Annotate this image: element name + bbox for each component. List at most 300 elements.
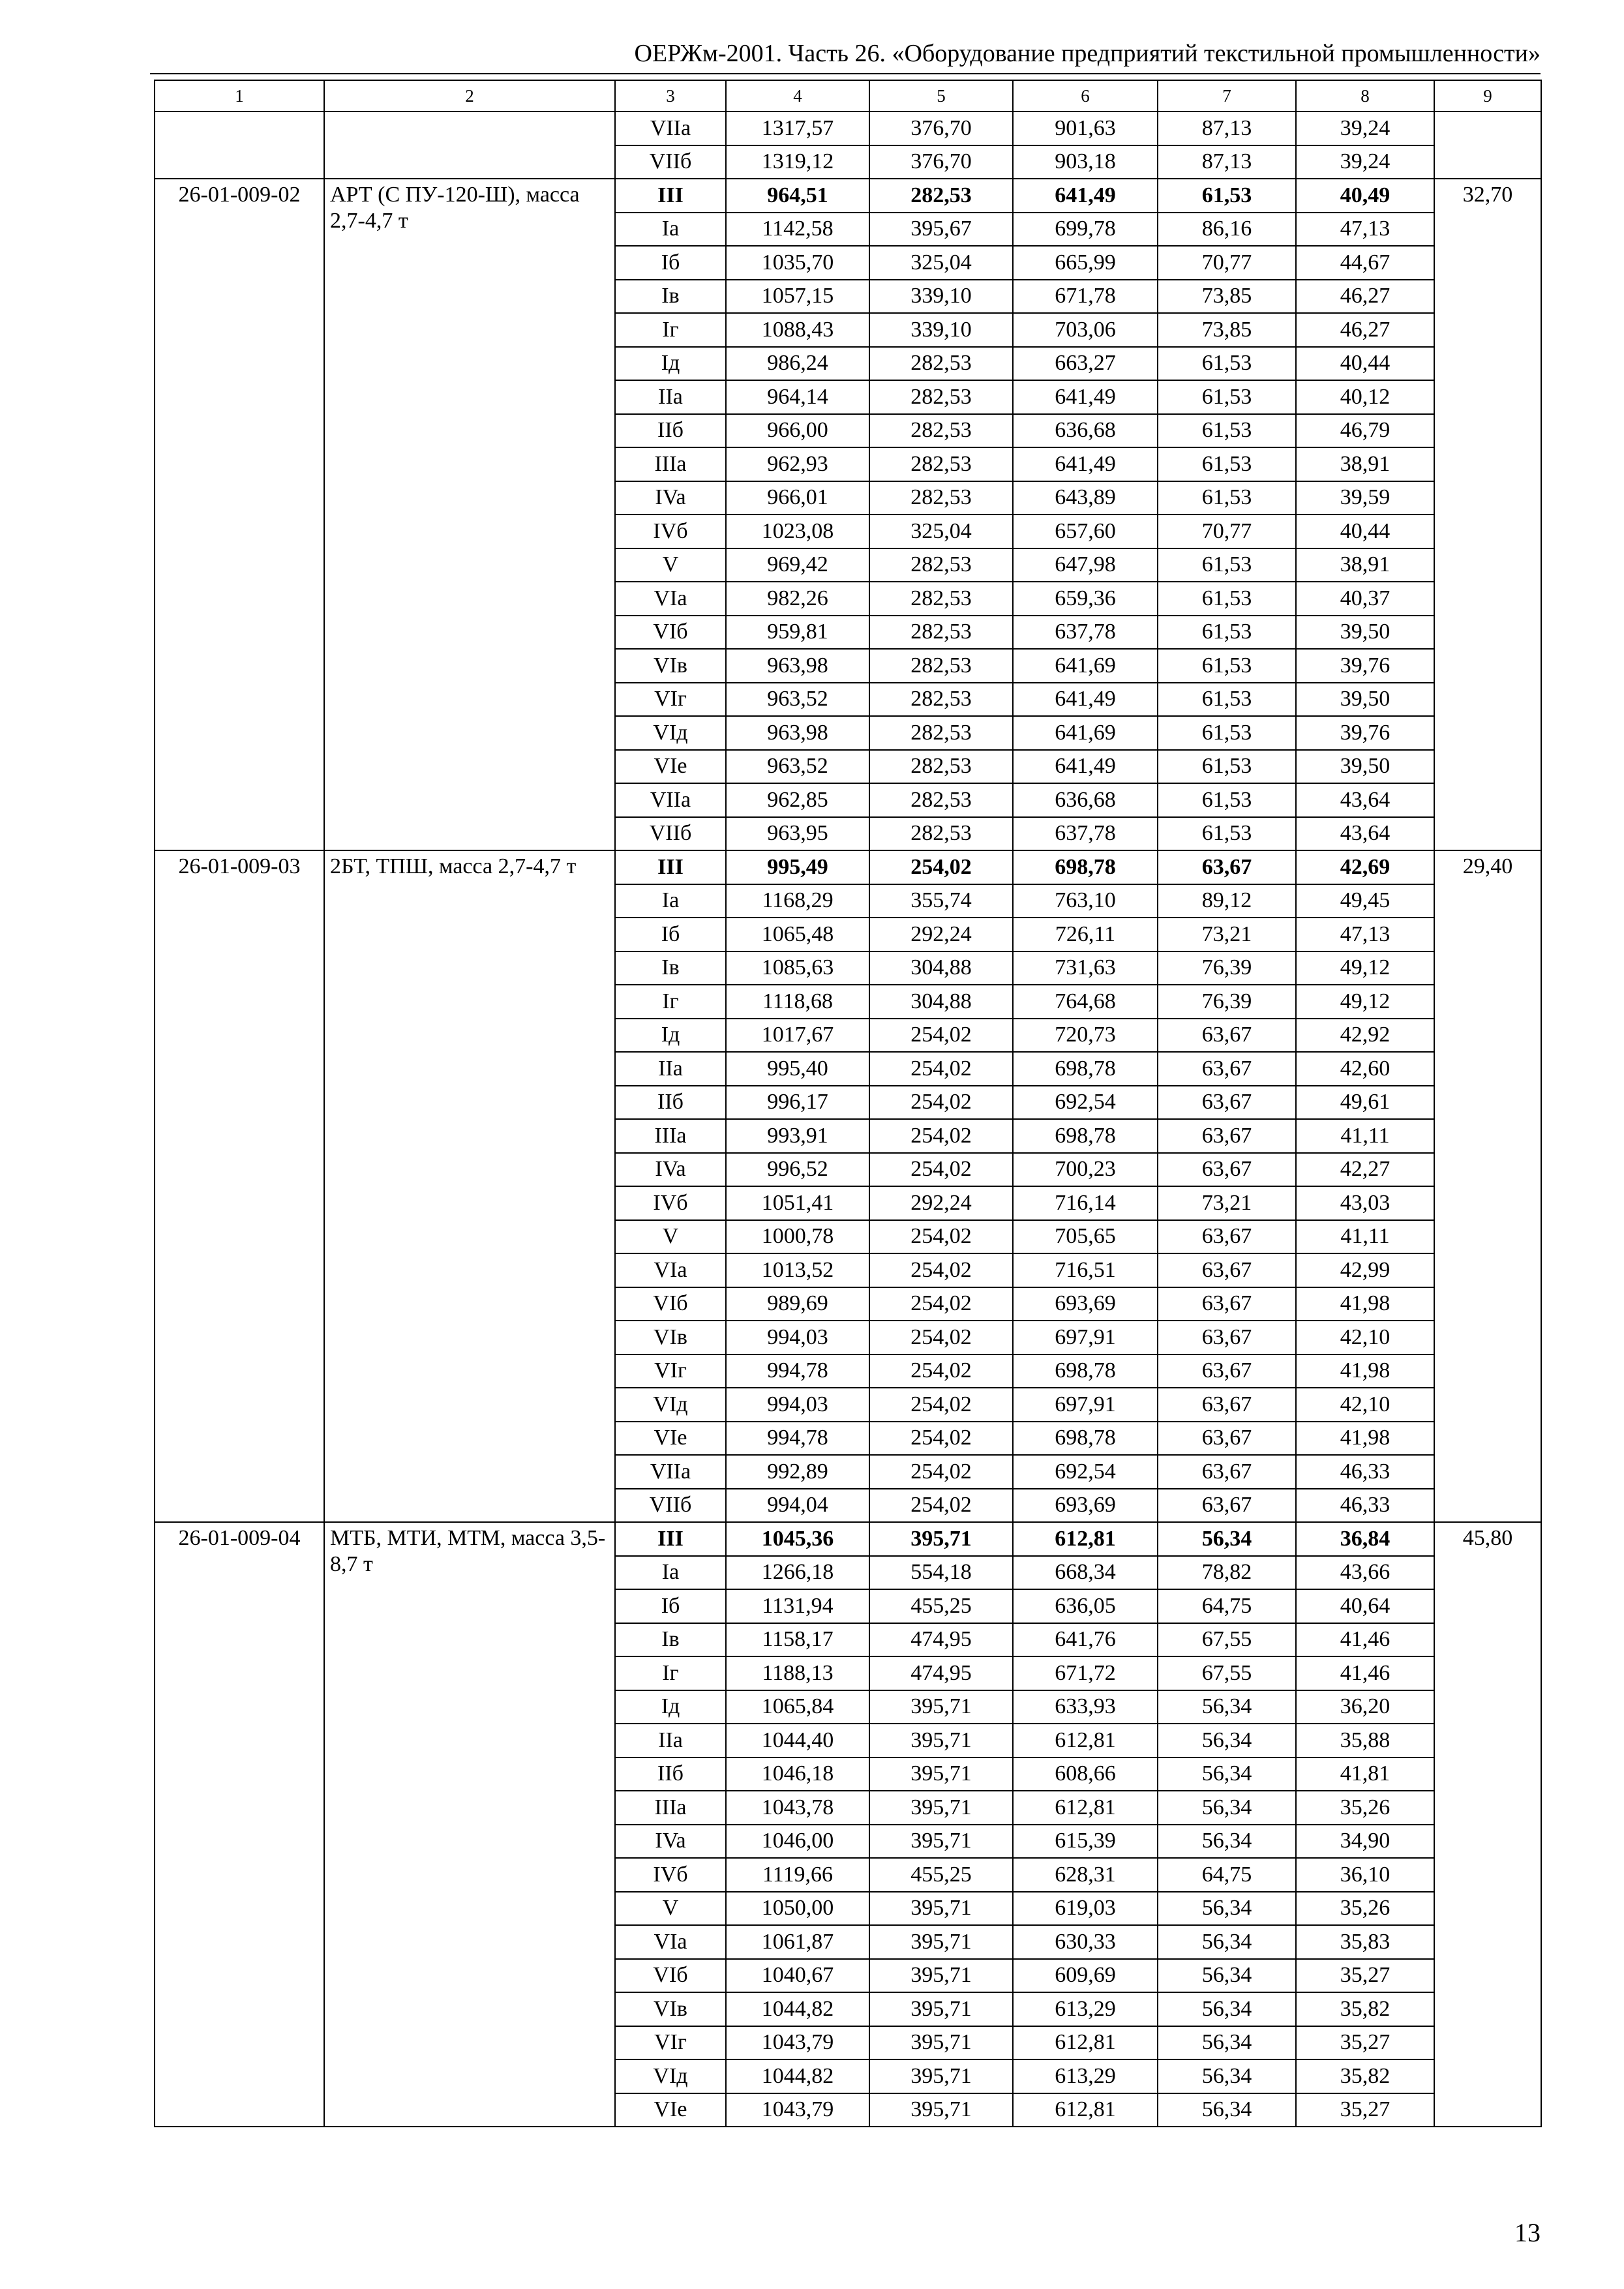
column-number: 3 [615, 80, 726, 112]
machine-cost: 698,78 [1013, 1119, 1158, 1153]
materials-cost: 35,26 [1296, 1892, 1434, 1926]
total-cost: 1043,79 [726, 2026, 869, 2060]
labor-cost: 395,71 [869, 2059, 1013, 2093]
regime-code: Iб [615, 918, 726, 951]
labor-cost: 282,53 [869, 683, 1013, 717]
regime-code: Iб [615, 246, 726, 280]
regime-code: VIг [615, 683, 726, 717]
materials-cost: 39,76 [1296, 649, 1434, 683]
machine-cost: 698,78 [1013, 1422, 1158, 1456]
regime-code: IIIa [615, 1791, 726, 1825]
regime-code: III [615, 850, 726, 884]
operator-wage: 56,34 [1158, 1724, 1296, 1758]
labor-cost: 339,10 [869, 280, 1013, 314]
materials-cost: 49,12 [1296, 985, 1434, 1019]
machine-cost: 726,11 [1013, 918, 1158, 951]
column-number: 5 [869, 80, 1013, 112]
regime-code: VIIa [615, 112, 726, 145]
operator-wage: 61,53 [1158, 783, 1296, 817]
regime-code: VIIб [615, 1489, 726, 1523]
operator-wage: 86,16 [1158, 213, 1296, 247]
operator-wage: 61,53 [1158, 649, 1296, 683]
materials-cost: 34,90 [1296, 1825, 1434, 1859]
labor-cost: 455,25 [869, 1858, 1013, 1892]
materials-cost: 43,64 [1296, 783, 1434, 817]
materials-cost: 41,81 [1296, 1758, 1434, 1791]
machine-cost: 903,18 [1013, 145, 1158, 179]
machine-cost: 641,76 [1013, 1623, 1158, 1657]
regime-code: Ia [615, 213, 726, 247]
labor-cost: 395,71 [869, 2026, 1013, 2060]
total-cost: 1317,57 [726, 112, 869, 145]
regime-code: IIIa [615, 1119, 726, 1153]
total-cost: 996,17 [726, 1086, 869, 1120]
labor-cost: 474,95 [869, 1623, 1013, 1657]
materials-cost: 42,27 [1296, 1153, 1434, 1187]
equipment-description-cell [324, 112, 615, 179]
total-cost: 1319,12 [726, 145, 869, 179]
total-cost: 1266,18 [726, 1556, 869, 1590]
total-cost: 1188,13 [726, 1656, 869, 1690]
regime-code: Iд [615, 1690, 726, 1724]
machine-cost: 613,29 [1013, 1992, 1158, 2026]
materials-cost: 35,88 [1296, 1724, 1434, 1758]
labor-cost: 282,53 [869, 783, 1013, 817]
materials-cost: 42,92 [1296, 1019, 1434, 1053]
total-cost: 1065,48 [726, 918, 869, 951]
materials-cost: 38,91 [1296, 548, 1434, 582]
total-cost: 1131,94 [726, 1589, 869, 1623]
operator-wage: 63,67 [1158, 1321, 1296, 1354]
regime-code: Iд [615, 347, 726, 381]
labor-cost: 282,53 [869, 447, 1013, 481]
regime-code: IVб [615, 1858, 726, 1892]
labor-cost: 282,53 [869, 481, 1013, 515]
total-cost: 1050,00 [726, 1892, 869, 1926]
regime-code: VIд [615, 1388, 726, 1422]
total-cost: 1051,41 [726, 1186, 869, 1220]
operator-wage: 56,34 [1158, 1992, 1296, 2026]
labor-cost: 395,71 [869, 1825, 1013, 1859]
labor-cost: 395,71 [869, 1959, 1013, 1993]
column-number: 6 [1013, 80, 1158, 112]
machine-cost: 641,49 [1013, 179, 1158, 213]
total-cost: 1045,36 [726, 1522, 869, 1556]
regime-code: III [615, 179, 726, 213]
machine-cost: 612,81 [1013, 2093, 1158, 2127]
labor-cost: 254,02 [869, 1052, 1013, 1086]
labor-hours: 29,40 [1434, 850, 1541, 1522]
labor-cost: 395,71 [869, 1690, 1013, 1724]
operator-wage: 61,53 [1158, 548, 1296, 582]
rate-code: 26-01-009-02 [155, 179, 324, 850]
materials-cost: 35,82 [1296, 2059, 1434, 2093]
materials-cost: 41,11 [1296, 1119, 1434, 1153]
machine-cost: 612,81 [1013, 1791, 1158, 1825]
operator-wage: 87,13 [1158, 112, 1296, 145]
total-cost: 966,01 [726, 481, 869, 515]
materials-cost: 40,12 [1296, 380, 1434, 414]
regime-code: IIa [615, 380, 726, 414]
equipment-description: 2БТ, ТПШ, масса 2,7-4,7 т [324, 850, 615, 1522]
regime-code: IVa [615, 1153, 726, 1187]
materials-cost: 42,10 [1296, 1388, 1434, 1422]
labor-cost: 395,71 [869, 1522, 1013, 1556]
regime-code: VIд [615, 2059, 726, 2093]
machine-cost: 636,68 [1013, 414, 1158, 448]
regime-code: IIб [615, 1086, 726, 1120]
operator-wage: 61,53 [1158, 447, 1296, 481]
machine-cost: 698,78 [1013, 1354, 1158, 1388]
operator-wage: 63,67 [1158, 1052, 1296, 1086]
operator-wage: 61,53 [1158, 750, 1296, 784]
regime-code: Iг [615, 1656, 726, 1690]
total-cost: 963,95 [726, 817, 869, 851]
machine-cost: 637,78 [1013, 817, 1158, 851]
materials-cost: 41,46 [1296, 1656, 1434, 1690]
total-cost: 994,78 [726, 1354, 869, 1388]
total-cost: 1044,82 [726, 2059, 869, 2093]
regime-code: VIв [615, 1992, 726, 2026]
machine-cost: 699,78 [1013, 213, 1158, 247]
materials-cost: 39,24 [1296, 145, 1434, 179]
machine-cost: 697,91 [1013, 1321, 1158, 1354]
machine-cost: 643,89 [1013, 481, 1158, 515]
total-cost: 1043,79 [726, 2093, 869, 2127]
labor-cost: 282,53 [869, 414, 1013, 448]
machine-cost: 692,54 [1013, 1086, 1158, 1120]
labor-cost: 304,88 [869, 985, 1013, 1019]
total-cost: 1046,18 [726, 1758, 869, 1791]
total-cost: 1013,52 [726, 1253, 869, 1287]
labor-cost: 282,53 [869, 548, 1013, 582]
machine-cost: 700,23 [1013, 1153, 1158, 1187]
machine-cost: 641,49 [1013, 750, 1158, 784]
total-cost: 1142,58 [726, 213, 869, 247]
operator-wage: 64,75 [1158, 1589, 1296, 1623]
operator-wage: 61,53 [1158, 380, 1296, 414]
operator-wage: 56,34 [1158, 1758, 1296, 1791]
column-number-row [155, 80, 1541, 112]
machine-cost: 698,78 [1013, 1052, 1158, 1086]
machine-cost: 697,91 [1013, 1388, 1158, 1422]
regime-code: VIб [615, 1287, 726, 1321]
total-cost: 994,04 [726, 1489, 869, 1523]
machine-cost: 647,98 [1013, 548, 1158, 582]
operator-wage: 73,85 [1158, 280, 1296, 314]
materials-cost: 35,83 [1296, 1925, 1434, 1959]
machine-cost: 641,69 [1013, 649, 1158, 683]
machine-cost: 665,99 [1013, 246, 1158, 280]
operator-wage: 63,67 [1158, 1354, 1296, 1388]
machine-cost: 659,36 [1013, 582, 1158, 616]
labor-cost: 395,71 [869, 1791, 1013, 1825]
machine-cost: 763,10 [1013, 884, 1158, 918]
total-cost: 1035,70 [726, 246, 869, 280]
total-cost: 995,40 [726, 1052, 869, 1086]
materials-cost: 46,33 [1296, 1455, 1434, 1489]
regime-code: IIб [615, 1758, 726, 1791]
regime-code: VIe [615, 750, 726, 784]
operator-wage: 61,53 [1158, 817, 1296, 851]
labor-cost: 395,71 [869, 1892, 1013, 1926]
machine-cost: 636,05 [1013, 1589, 1158, 1623]
operator-wage: 63,67 [1158, 1489, 1296, 1523]
total-cost: 1118,68 [726, 985, 869, 1019]
rate-code-cell [155, 112, 324, 179]
operator-wage: 64,75 [1158, 1858, 1296, 1892]
machine-cost: 641,49 [1013, 447, 1158, 481]
materials-cost: 35,82 [1296, 1992, 1434, 2026]
labor-cost: 395,67 [869, 213, 1013, 247]
regime-code: VIIб [615, 817, 726, 851]
materials-cost: 41,98 [1296, 1287, 1434, 1321]
regime-code: Iд [615, 1019, 726, 1053]
operator-wage: 63,67 [1158, 1220, 1296, 1254]
total-cost: 1000,78 [726, 1220, 869, 1254]
materials-cost: 47,13 [1296, 918, 1434, 951]
total-cost: 1046,00 [726, 1825, 869, 1859]
operator-wage: 76,39 [1158, 985, 1296, 1019]
operator-wage: 56,34 [1158, 1690, 1296, 1724]
materials-cost: 41,46 [1296, 1623, 1434, 1657]
table-body [155, 80, 1541, 2127]
labor-cost: 254,02 [869, 1253, 1013, 1287]
total-cost: 1040,67 [726, 1959, 869, 1993]
column-number: 2 [324, 80, 615, 112]
labor-cost: 282,53 [869, 716, 1013, 750]
machine-cost: 641,49 [1013, 683, 1158, 717]
materials-cost: 38,91 [1296, 447, 1434, 481]
regime-code: IVa [615, 1825, 726, 1859]
table-row [155, 179, 1541, 213]
regime-code: VIв [615, 649, 726, 683]
total-cost: 966,00 [726, 414, 869, 448]
operator-wage: 61,53 [1158, 481, 1296, 515]
materials-cost: 43,03 [1296, 1186, 1434, 1220]
labor-cost: 254,02 [869, 1422, 1013, 1456]
materials-cost: 35,27 [1296, 2026, 1434, 2060]
regime-code: VIв [615, 1321, 726, 1354]
operator-wage: 63,67 [1158, 1019, 1296, 1053]
machine-cost: 693,69 [1013, 1287, 1158, 1321]
materials-cost: 42,10 [1296, 1321, 1434, 1354]
labor-cost: 355,74 [869, 884, 1013, 918]
machine-cost: 671,72 [1013, 1656, 1158, 1690]
regime-code: VIг [615, 2026, 726, 2060]
regime-code: Iг [615, 985, 726, 1019]
total-cost: 964,51 [726, 179, 869, 213]
operator-wage: 78,82 [1158, 1556, 1296, 1590]
total-cost: 1061,87 [726, 1925, 869, 1959]
machine-cost: 641,69 [1013, 716, 1158, 750]
regime-code: Iг [615, 313, 726, 347]
total-cost: 1044,82 [726, 1992, 869, 2026]
materials-cost: 39,50 [1296, 750, 1434, 784]
operator-wage: 63,67 [1158, 1119, 1296, 1153]
operator-wage: 67,55 [1158, 1656, 1296, 1690]
regime-code: IIб [615, 414, 726, 448]
labor-cost: 339,10 [869, 313, 1013, 347]
operator-wage: 70,77 [1158, 246, 1296, 280]
machine-cost: 628,31 [1013, 1858, 1158, 1892]
regime-code: VIIa [615, 783, 726, 817]
table-row [155, 112, 1541, 145]
materials-cost: 35,27 [1296, 2093, 1434, 2127]
labor-cost: 282,53 [869, 347, 1013, 381]
materials-cost: 42,99 [1296, 1253, 1434, 1287]
materials-cost: 43,66 [1296, 1556, 1434, 1590]
total-cost: 1119,66 [726, 1858, 869, 1892]
column-number: 1 [155, 80, 324, 112]
labor-cost: 325,04 [869, 246, 1013, 280]
labor-hours: 32,70 [1434, 179, 1541, 850]
regime-code: Iв [615, 951, 726, 985]
operator-wage: 70,77 [1158, 515, 1296, 548]
total-cost: 995,49 [726, 850, 869, 884]
labor-cost: 282,53 [869, 649, 1013, 683]
column-number: 9 [1434, 80, 1541, 112]
operator-wage: 61,53 [1158, 179, 1296, 213]
regime-code: IVб [615, 1186, 726, 1220]
total-cost: 963,98 [726, 649, 869, 683]
labor-hours-cell [1434, 112, 1541, 179]
materials-cost: 49,12 [1296, 951, 1434, 985]
materials-cost: 39,76 [1296, 716, 1434, 750]
labor-cost: 254,02 [869, 1354, 1013, 1388]
materials-cost: 46,27 [1296, 280, 1434, 314]
regime-code: Iб [615, 1589, 726, 1623]
materials-cost: 40,64 [1296, 1589, 1434, 1623]
total-cost: 1044,40 [726, 1724, 869, 1758]
labor-cost: 292,24 [869, 918, 1013, 951]
materials-cost: 46,33 [1296, 1489, 1434, 1523]
operator-wage: 61,53 [1158, 347, 1296, 381]
regime-code: VIг [615, 1354, 726, 1388]
materials-cost: 46,27 [1296, 313, 1434, 347]
machine-cost: 609,69 [1013, 1959, 1158, 1993]
operator-wage: 56,34 [1158, 1791, 1296, 1825]
machine-cost: 698,78 [1013, 850, 1158, 884]
operator-wage: 63,67 [1158, 1086, 1296, 1120]
labor-cost: 254,02 [869, 1455, 1013, 1489]
operator-wage: 56,34 [1158, 1892, 1296, 1926]
equipment-description: МТБ, МТИ, МТМ, масса 3,5-8,7 т [324, 1522, 615, 2127]
regime-code: IIa [615, 1052, 726, 1086]
materials-cost: 41,98 [1296, 1422, 1434, 1456]
regime-code: VIa [615, 1253, 726, 1287]
machine-cost: 663,27 [1013, 347, 1158, 381]
labor-cost: 254,02 [869, 1086, 1013, 1120]
machine-cost: 630,33 [1013, 1925, 1158, 1959]
operator-wage: 73,85 [1158, 313, 1296, 347]
materials-cost: 46,79 [1296, 414, 1434, 448]
machine-cost: 657,60 [1013, 515, 1158, 548]
labor-cost: 282,53 [869, 380, 1013, 414]
total-cost: 993,91 [726, 1119, 869, 1153]
operator-wage: 63,67 [1158, 1253, 1296, 1287]
header-rule [150, 73, 1541, 74]
operator-wage: 76,39 [1158, 951, 1296, 985]
labor-cost: 395,71 [869, 2093, 1013, 2127]
total-cost: 963,52 [726, 750, 869, 784]
regime-code: VIa [615, 1925, 726, 1959]
operator-wage: 87,13 [1158, 145, 1296, 179]
regime-code: VIб [615, 616, 726, 650]
labor-cost: 282,53 [869, 616, 1013, 650]
operator-wage: 56,34 [1158, 1825, 1296, 1859]
total-cost: 996,52 [726, 1153, 869, 1187]
rate-code: 26-01-009-04 [155, 1522, 324, 2127]
labor-cost: 292,24 [869, 1186, 1013, 1220]
materials-cost: 40,37 [1296, 582, 1434, 616]
machine-cost: 705,65 [1013, 1220, 1158, 1254]
total-cost: 1158,17 [726, 1623, 869, 1657]
materials-cost: 35,26 [1296, 1791, 1434, 1825]
operator-wage: 67,55 [1158, 1623, 1296, 1657]
total-cost: 959,81 [726, 616, 869, 650]
machine-cost: 716,51 [1013, 1253, 1158, 1287]
regime-code: VIIб [615, 145, 726, 179]
rates-table [154, 80, 1542, 2127]
labor-cost: 395,71 [869, 1758, 1013, 1791]
table-row [155, 850, 1541, 884]
operator-wage: 63,67 [1158, 1153, 1296, 1187]
regime-code: V [615, 548, 726, 582]
regime-code: IIIa [615, 447, 726, 481]
machine-cost: 633,93 [1013, 1690, 1158, 1724]
operator-wage: 89,12 [1158, 884, 1296, 918]
labor-cost: 282,53 [869, 750, 1013, 784]
regime-code: III [615, 1522, 726, 1556]
regime-code: Iв [615, 1623, 726, 1657]
labor-cost: 254,02 [869, 850, 1013, 884]
operator-wage: 56,34 [1158, 2093, 1296, 2127]
total-cost: 1085,63 [726, 951, 869, 985]
total-cost: 964,14 [726, 380, 869, 414]
labor-cost: 282,53 [869, 817, 1013, 851]
total-cost: 992,89 [726, 1455, 869, 1489]
materials-cost: 36,84 [1296, 1522, 1434, 1556]
total-cost: 963,52 [726, 683, 869, 717]
equipment-description: АРТ (С ПУ-120-Ш), масса 2,7-4,7 т [324, 179, 615, 850]
materials-cost: 39,24 [1296, 112, 1434, 145]
total-cost: 1168,29 [726, 884, 869, 918]
regime-code: V [615, 1220, 726, 1254]
materials-cost: 49,61 [1296, 1086, 1434, 1120]
total-cost: 986,24 [726, 347, 869, 381]
materials-cost: 36,10 [1296, 1858, 1434, 1892]
operator-wage: 56,34 [1158, 1522, 1296, 1556]
labor-cost: 304,88 [869, 951, 1013, 985]
machine-cost: 692,54 [1013, 1455, 1158, 1489]
labor-cost: 376,70 [869, 145, 1013, 179]
labor-cost: 474,95 [869, 1656, 1013, 1690]
operator-wage: 63,67 [1158, 1455, 1296, 1489]
machine-cost: 693,69 [1013, 1489, 1158, 1523]
labor-cost: 325,04 [869, 515, 1013, 548]
materials-cost: 42,60 [1296, 1052, 1434, 1086]
total-cost: 1017,67 [726, 1019, 869, 1053]
regime-code: V [615, 1892, 726, 1926]
machine-cost: 764,68 [1013, 985, 1158, 1019]
materials-cost: 43,64 [1296, 817, 1434, 851]
labor-cost: 254,02 [869, 1321, 1013, 1354]
labor-cost: 395,71 [869, 1992, 1013, 2026]
regime-code: VIб [615, 1959, 726, 1993]
machine-cost: 615,39 [1013, 1825, 1158, 1859]
total-cost: 994,03 [726, 1321, 869, 1354]
